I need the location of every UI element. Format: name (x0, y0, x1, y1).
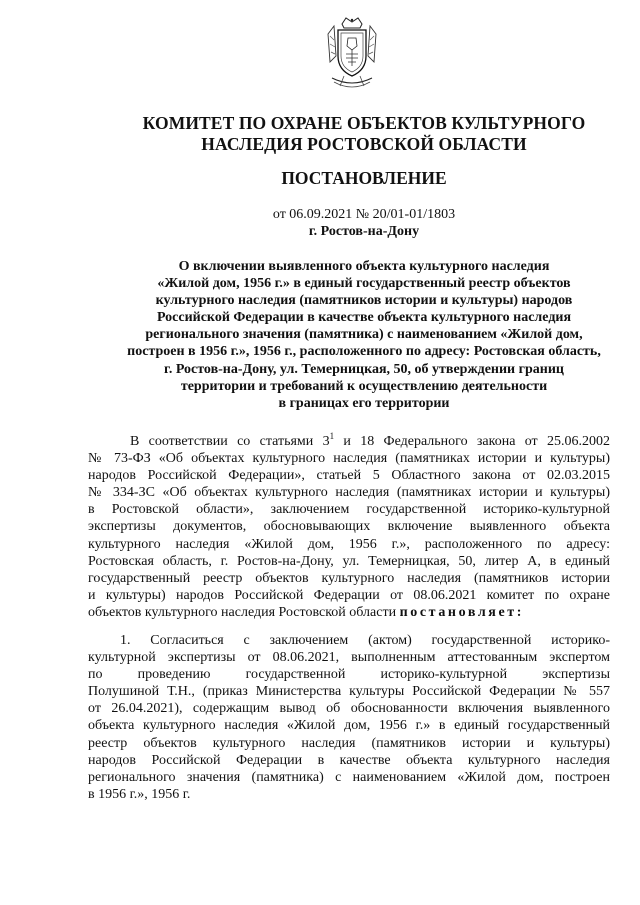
document-subject (88, 258, 640, 412)
clause-1 (88, 632, 610, 803)
subject-line: в границах его территории (278, 395, 450, 411)
subject-line: регионального значения (памятника) с наименованием «Жилой дом, (145, 327, 583, 343)
clause-line: 1. Согласиться с заключением (актом) государственной историко- (120, 633, 610, 648)
preamble-line: экспертизы документов, обосновывающих включение выявленного объекта (88, 519, 610, 535)
place-of-issue: г. Ростов-на-Дону (308, 224, 420, 239)
subject-line: построен в 1956 г.», 1956 г., расположенного по адресу: Ростовская область, (127, 344, 601, 360)
clause-line: объекта культурного наследия «Жилой дом, 1956 г.» в единый государственный (88, 718, 610, 734)
article-superscript: 1 (329, 431, 335, 441)
issuing-authority (88, 113, 640, 155)
clause-line: реестр объектов культурного наследия (памятников истории и культуры) (88, 735, 610, 751)
subject-line: Российской Федерации в качестве объекта культурного наследия (156, 310, 572, 326)
resolution-keyword: постановляет: (399, 604, 524, 620)
preamble-line: культурного наследия «Жилой дом, 1956 г.», расположенного по адресу: (88, 536, 610, 552)
subject-line: территории и требований к осуществлению деятельности (180, 378, 548, 394)
document-type: ПОСТАНОВЛЕНИЕ (281, 168, 447, 188)
subject-line: О включении выявленного объекта культурного наследия (178, 259, 550, 274)
clause-line: в 1956 г.», 1956 г. (88, 786, 191, 802)
clause-line: культурной экспертизы от 08.06.2021, выполненным аттестованным экспертом (88, 650, 610, 666)
preamble-line (88, 604, 610, 621)
preamble-line: и культуры) народов Российской Федерации от 08.06.2021 комитет по охране (88, 587, 610, 603)
authority-line-1: КОМИТЕТ ПО ОХРАНЕ ОБЪЕКТОВ КУЛЬТУРНОГО (142, 113, 586, 133)
clause-line: от 26.04.2021), содержащим вывод об обоснованности включения выявленного (88, 701, 610, 717)
preamble-line: народов Российской Федерации», статьей 5 Областного закона от 02.03.2015 (88, 468, 610, 484)
preamble-line: № 334-ЗС «Об объектах культурного наследия (памятниках истории и культуры) (88, 485, 610, 501)
clause-line: регионального значения (памятника) с наименованием «Жилой дом, построен (88, 769, 610, 785)
preamble-line: государственный реестр объектов культурного наследия (памятников истории (88, 570, 610, 586)
clause-line: народов Российской Федерации в качестве объекта культурного наследия (88, 752, 610, 768)
preamble-paragraph (88, 433, 610, 621)
subject-line: культурного наследия (памятников истории и культуры) народов (155, 293, 573, 309)
subject-line: «Жилой дом, 1956 г.» в единый государственный реестр объектов (157, 276, 571, 292)
preamble-line: Ростовская область, г. Ростов-на-Дону, ул. Темерницкая, 50, литер А, в единый (88, 553, 610, 569)
preamble-line: № 73-ФЗ «Об объектах культурного наследия (памятниках истории и культуры) (88, 451, 610, 467)
clause-line: Полушиной Т.Н., (приказ Министерства культуры Российской Федерации № 557 (88, 684, 610, 700)
date-and-number: от 06.09.2021 № 20/01-01/1803 (272, 207, 456, 222)
preamble-text: В соответствии со статьями 3 (130, 434, 330, 449)
preamble-line: в Ростовской области», заключением государственной историко-культурной (88, 502, 610, 518)
clause-line: по проведению государственной историко-культурной экспертизы (88, 667, 610, 683)
subject-line: г. Ростов-на-Дону, ул. Темерницкая, 50, об утверждении границ (164, 361, 564, 377)
preamble-line (88, 433, 610, 450)
authority-line-2: НАСЛЕДИЯ РОСТОВСКОЙ ОБЛАСТИ (201, 134, 527, 154)
preamble-text: и 18 Федерального закона от 25.06.2002 (334, 434, 610, 449)
rostov-coat-of-arms-icon (324, 16, 380, 94)
preamble-text: объектов культурного наследия Ростовской области (88, 604, 400, 620)
